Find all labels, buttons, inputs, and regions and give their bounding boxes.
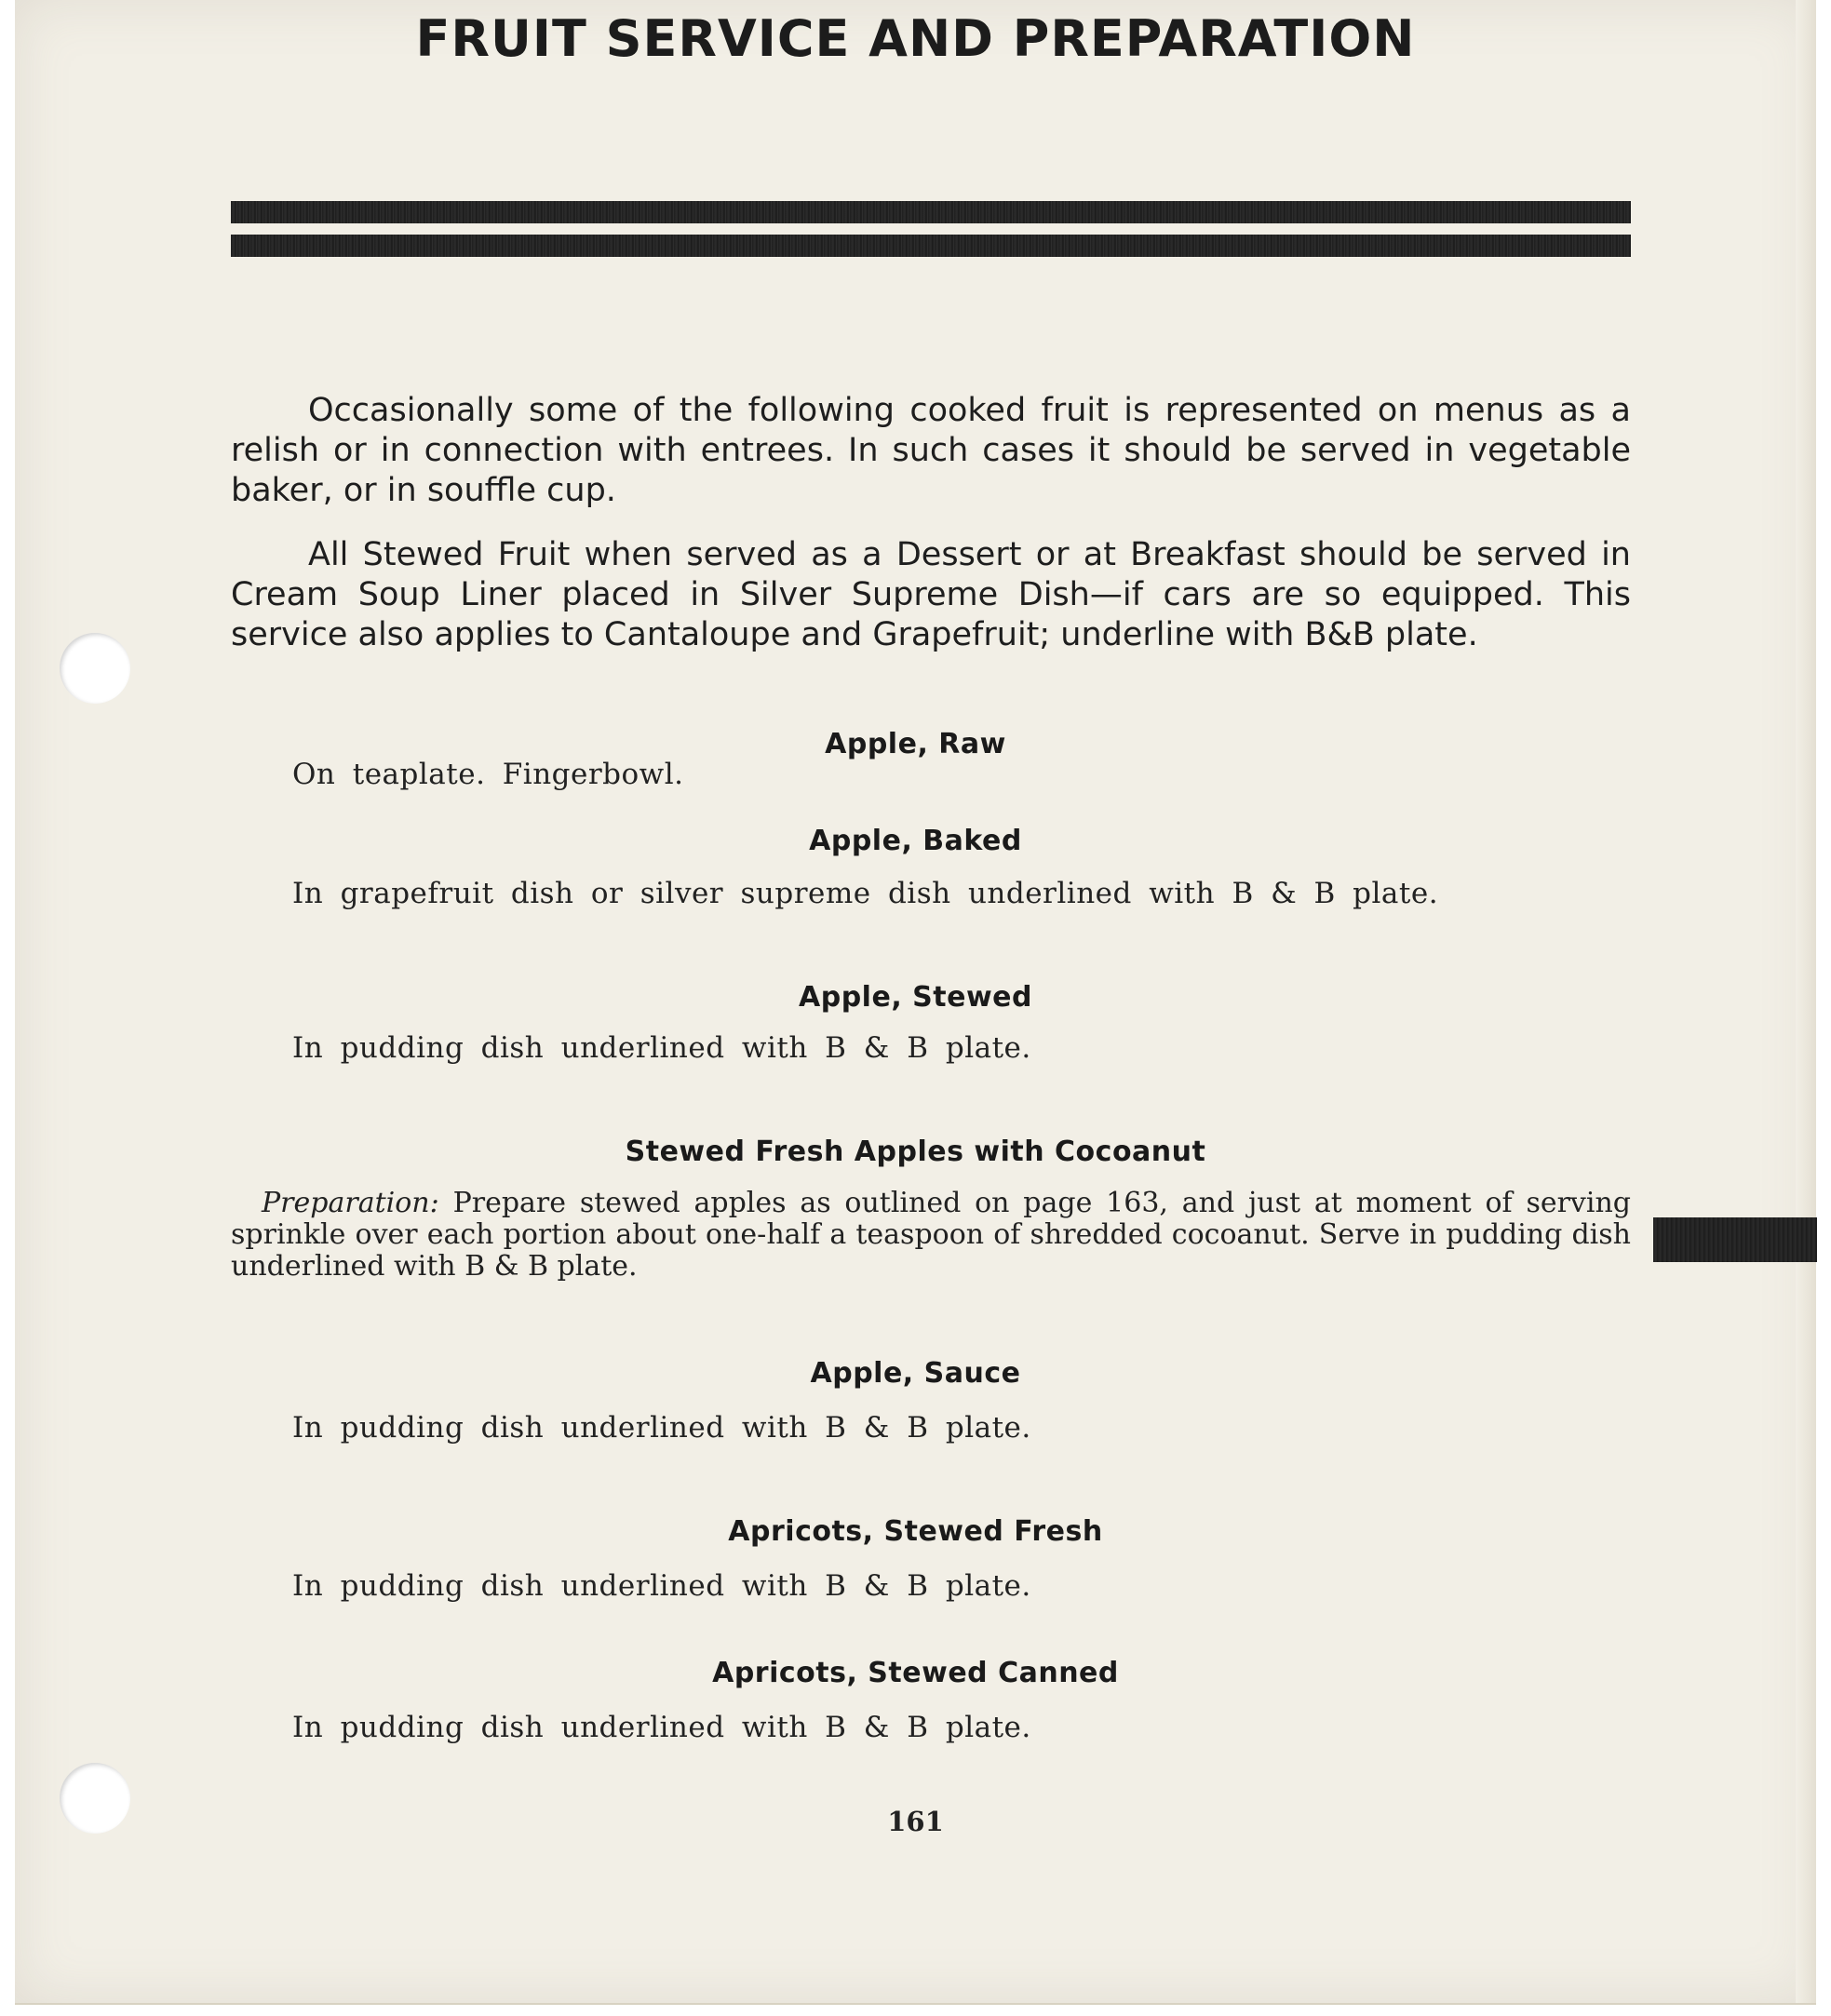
preparation-text: Prepare stewed apples as outlined on page 163, and just at moment of serving sprinkle over each portion about one-half a teaspoon of shredded cocoanut. Serve in pudding dish underlined with B & B plate. bbox=[231, 1187, 1631, 1283]
page-title: FRUIT SERVICE AND PREPARATION bbox=[415, 9, 1416, 68]
binder-hole-icon bbox=[60, 633, 130, 704]
intro-paragraph-1: Occasionally some of the following cooked fruit is represented on menus as a relish or in connection with entrees. In such cases it should be served in vegetable baker, or in souffle cup. bbox=[231, 392, 1631, 509]
item-text-apricots-stewed-canned: In pudding dish underlined with B & B plate. bbox=[292, 1711, 1031, 1744]
thumb-index-tab bbox=[1653, 1217, 1817, 1262]
intro-paragraph-2: All Stewed Fruit when served as a Dessert or at Breakfast should be served in Cream Soup Liner placed in Silver Supreme Dish—if cars are so equipped. This service also applies to Cantaloupe and Grapefruit; underline with B&B plate. bbox=[231, 536, 1631, 653]
item-text-apple-baked: In grapefruit dish or silver supreme dish underlined with B & B plate. bbox=[292, 877, 1439, 910]
item-text-stewed-fresh-apples-cocoanut bbox=[231, 1188, 1631, 1283]
preparation-label: Preparation: bbox=[262, 1187, 439, 1219]
item-heading-stewed-fresh-apples-cocoanut: Stewed Fresh Apples with Cocoanut bbox=[625, 1136, 1206, 1168]
page-number: 161 bbox=[887, 1806, 944, 1837]
item-heading-apple-stewed: Apple, Stewed bbox=[799, 981, 1032, 1014]
item-text-apple-sauce: In pudding dish underlined with B & B plate. bbox=[292, 1411, 1031, 1445]
title-rule-top bbox=[231, 201, 1631, 223]
title-rule-bottom bbox=[231, 235, 1631, 257]
item-text-apple-stewed: In pudding dish underlined with B & B plate. bbox=[292, 1031, 1031, 1065]
item-heading-apple-baked: Apple, Baked bbox=[809, 825, 1022, 857]
item-heading-apricots-stewed-fresh: Apricots, Stewed Fresh bbox=[728, 1515, 1103, 1548]
item-heading-apricots-stewed-canned: Apricots, Stewed Canned bbox=[712, 1657, 1119, 1689]
item-text-apple-raw: On teaplate. Fingerbowl. bbox=[292, 758, 684, 791]
item-heading-apple-sauce: Apple, Sauce bbox=[810, 1357, 1021, 1390]
item-heading-apple-raw: Apple, Raw bbox=[825, 728, 1006, 760]
item-text-apricots-stewed-fresh: In pudding dish underlined with B & B plate. bbox=[292, 1569, 1031, 1603]
